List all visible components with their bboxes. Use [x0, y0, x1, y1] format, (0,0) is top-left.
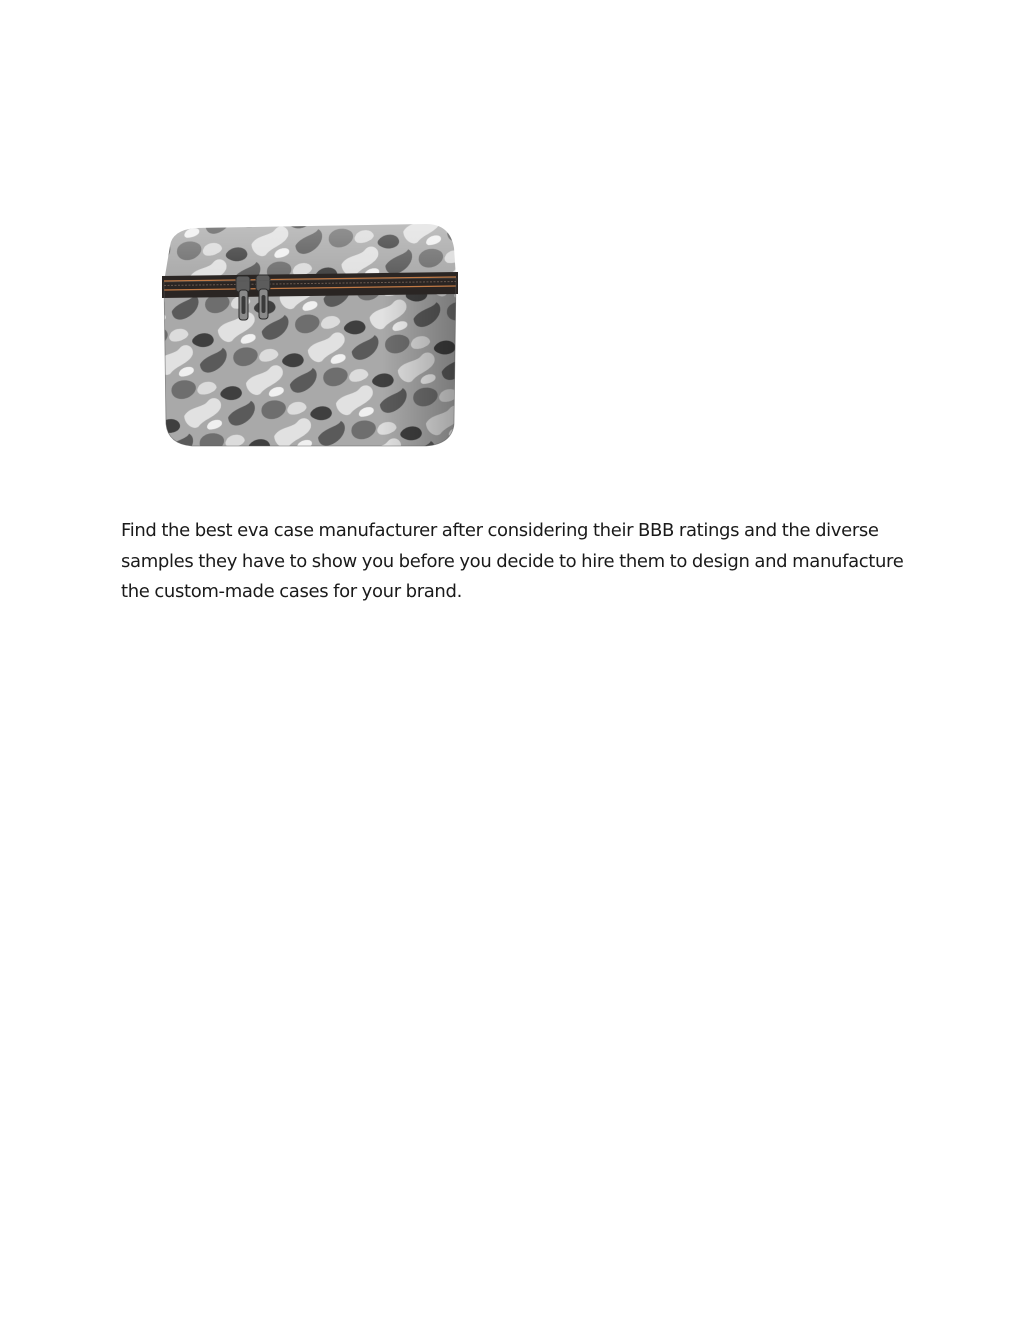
product-image — [156, 218, 466, 454]
body-paragraph: Find the best eva case manufacturer after considering their BBB ratings and the diverse samples they have to show you before you decide to hire them to design and manufacture the custom-made cases for your brand. — [121, 520, 904, 602]
eva-case-illustration — [156, 218, 466, 454]
